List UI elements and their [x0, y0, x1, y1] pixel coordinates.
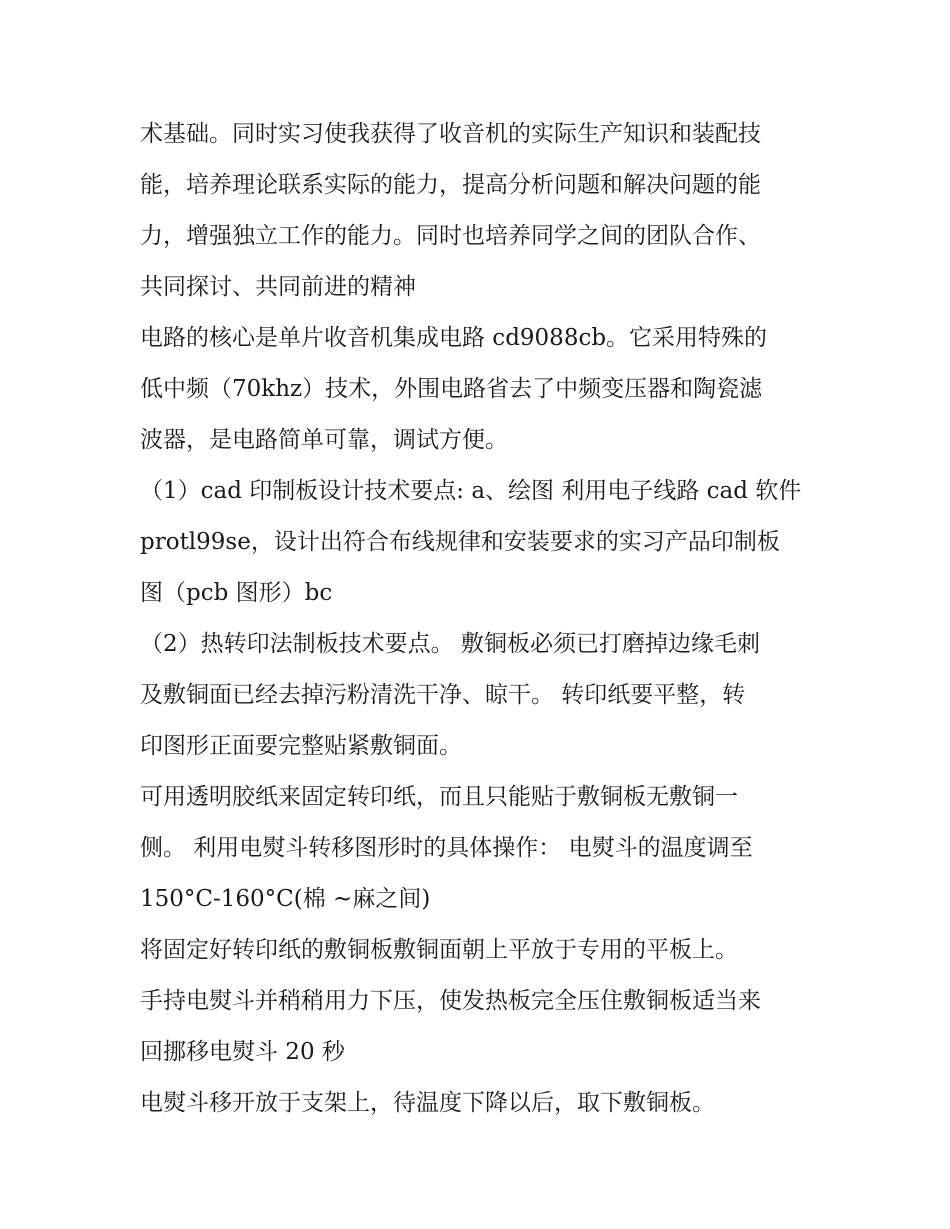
- text-line: 低中频（70khz）技术，外围电路省去了中频变压器和陶瓷滤: [140, 376, 763, 402]
- paragraph-removal: [140, 1078, 820, 1129]
- text-line: 电熨斗移开放于支架上，待温度下降以后，取下敷铜板。: [140, 1090, 715, 1116]
- text-line: （2）热转印法制板技术要点。 敷铜板必须已打磨掉边缘毛刺: [140, 631, 760, 657]
- paragraph-experience-summary: [140, 109, 820, 313]
- text-line: 将固定好转印纸的敷铜板敷铜面朝上平放于专用的平板上。: [140, 937, 738, 963]
- text-line: protl99se，设计出符合布线规律和安装要求的实习产品印制板: [140, 529, 780, 555]
- paragraph-pressing: [140, 976, 820, 1078]
- paragraph-circuit-core: [140, 313, 820, 466]
- text-line: 共同探讨、共同前进的精神: [140, 274, 416, 300]
- paragraph-placement: [140, 925, 820, 976]
- text-line: 回挪移电熨斗 20 秒: [140, 1039, 345, 1065]
- text-line: 侧。 利用电熨斗转移图形时的具体操作： 电熨斗的温度调至: [140, 835, 753, 861]
- text-line: 150°C-160°C(棉 ~麻之间): [140, 886, 431, 912]
- text-line: 电路的核心是单片收音机集成电路 cd9088cb。它采用特殊的: [140, 325, 768, 351]
- paragraph-heat-transfer: [140, 619, 820, 772]
- text-line: 术基础。同时实习使我获得了收音机的实际生产知识和装配技: [140, 121, 761, 147]
- paragraph-cad-design: [140, 466, 820, 619]
- document-body: [140, 109, 820, 1129]
- text-line: 图（pcb 图形）bc: [140, 580, 333, 606]
- text-line: 波器，是电路简单可靠，调试方便。: [140, 427, 508, 453]
- text-line: （1）cad 印制板设计技术要点: a、绘图 利用电子线路 cad 软件: [140, 478, 802, 504]
- text-line: 能，培养理论联系实际的能力，提高分析问题和解决问题的能: [140, 172, 761, 198]
- text-line: 手持电熨斗并稍稍用力下压，使发热板完全压住敷铜板适当来: [140, 988, 761, 1014]
- text-line: 可用透明胶纸来固定转印纸，而且只能贴于敷铜板无敷铜一: [140, 784, 738, 810]
- text-line: 及敷铜面已经去掉污粉清洗干净、晾干。 转印纸要平整，转: [140, 682, 746, 708]
- paragraph-fixing-paper: [140, 772, 820, 925]
- text-line: 印图形正面要完整贴紧敷铜面。: [140, 733, 462, 759]
- text-line: 力，增强独立工作的能力。同时也培养同学之间的团队合作、: [140, 223, 761, 249]
